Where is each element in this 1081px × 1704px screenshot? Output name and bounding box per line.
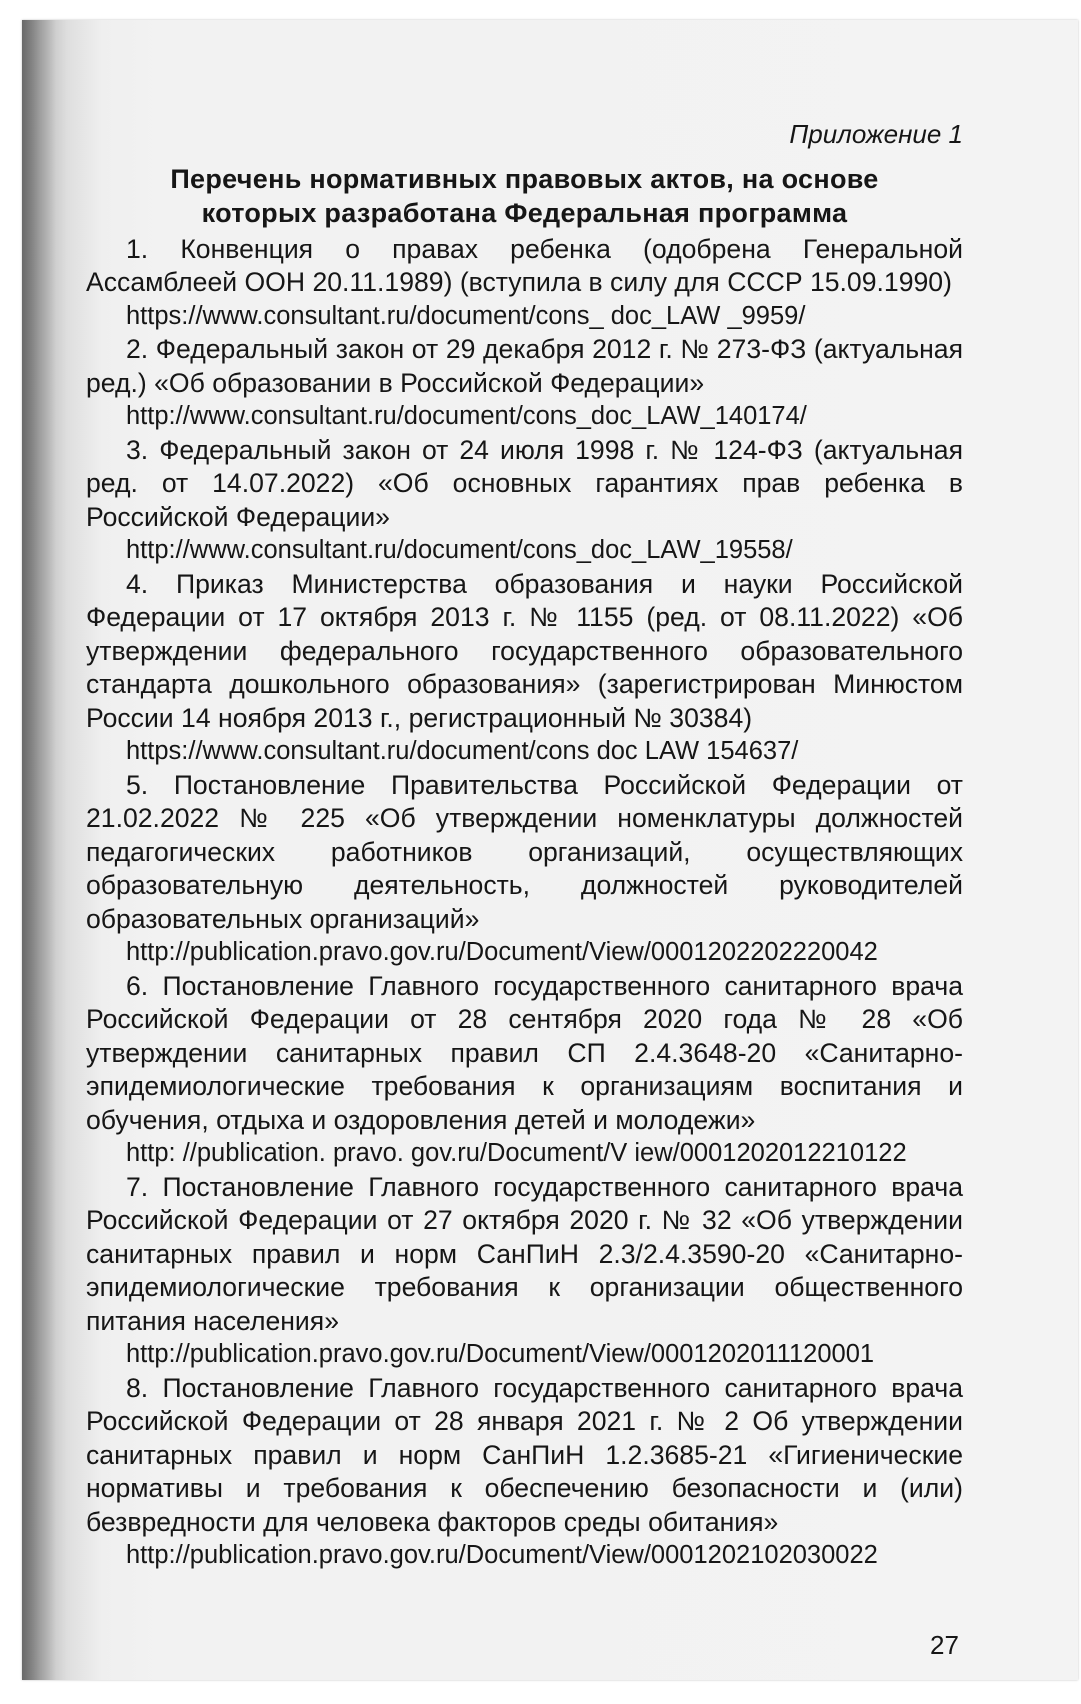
title-line: которых разработана Федеральная программа (201, 197, 848, 228)
item-url: http://publication.pravo.gov.ru/Document/View/0001202202220042 (126, 938, 878, 966)
page-content (86, 118, 963, 1573)
item-text: 4. Приказ Министерства образования и науки Российской Федерации от 17 октября 2013 г. № 1155 (ред. от 08.11.2022) «Об утверждении федерального государственного образовательного стандарта дошкольного образования» (зарегистрирован Минюстом России 14 ноября 2013 г., регистрационный № 30384) (86, 568, 963, 733)
item-url: https://www.consultant.ru/document/cons_ doc_LAW _9959/ (126, 301, 806, 330)
item-text: 5. Постановление Правительства Российской Федерации от 21.02.2022 № 225 «Об утверждении номенклатуры должностей педагогических работников организаций, осуществляющих образовательную деятельность, должностей руководителей образовательных организаций» (86, 769, 963, 934)
list-item (86, 970, 963, 1171)
item-text: 7. Постановление Главного государственного санитарного врача Российской Федерации от 27 октября 2020 г. № 32 «Об утверждении санитарных правил и норм СанПиН 2.3/2.4.3590-20 «Санитарно-эпидемиологические требования к организации общественного питания населения» (86, 1171, 963, 1336)
item-url: http://www.consultant.ru/document/cons_doc_LAW_140174/ (126, 402, 807, 430)
list-item (86, 233, 963, 334)
page-number: 27 (930, 1630, 959, 1660)
item-url: http: //publication. pravo. gov.ru/Document/V iew/0001202012210122 (126, 1139, 907, 1167)
item-text: 1. Конвенция о правах ребенка (одобрена Генеральной Ассамблеей ООН 20.11.1989) (вступила в силу для СССР 15.09.1990) (86, 233, 963, 297)
item-text: 2. Федеральный закон от 29 декабря 2012 г. № 273-ФЗ (актуальная ред.) «Об образовании в Российской Федерации» (86, 334, 963, 398)
item-text: 6. Постановление Главного государственного санитарного врача Российской Федерации от 28 сентября 2020 года № 28 «Об утверждении санитарных правил СП 2.4.3648-20 «Санитарно-эпидемиологические требования к организациям воспитания и обучения, отдыха и оздоровления детей и молодежи» (86, 970, 963, 1135)
list-item (86, 333, 963, 434)
item-text: 8. Постановление Главного государственного санитарного врача Российской Федерации от 28 января 2021 г. № 2 Об утверждении санитарных правил и норм СанПиН 1.2.3685-21 «Гигиенические нормативы и требования к обеспечению безопасности и (или) безвредности для человека факторов среды обитания» (86, 1372, 963, 1537)
binding-shadow (22, 20, 56, 1680)
item-url: https://www.consultant.ru/document/cons doc LAW 154637/ (126, 737, 799, 765)
item-url: http://www.consultant.ru/document/cons_doc_LAW_19558/ (126, 536, 793, 564)
list-item (86, 1372, 963, 1573)
item-url: http://publication.pravo.gov.ru/Document/View/0001202102030022 (126, 1541, 878, 1569)
list-item (86, 769, 963, 970)
list-item (86, 568, 963, 769)
list-item (86, 1171, 963, 1372)
list-item (86, 434, 963, 568)
document-title (86, 162, 963, 230)
item-url: http://publication.pravo.gov.ru/Document/View/0001202011120001 (126, 1340, 875, 1368)
appendix-label: Приложение 1 (789, 119, 963, 149)
item-text: 3. Федеральный закон от 24 июля 1998 г. № 124-ФЗ (актуальная ред. от 14.07.2022) «Об основных гарантиях прав ребенка в Российской Федерации» (86, 434, 963, 532)
title-line: Перечень нормативных правовых актов, на основе (170, 163, 879, 194)
